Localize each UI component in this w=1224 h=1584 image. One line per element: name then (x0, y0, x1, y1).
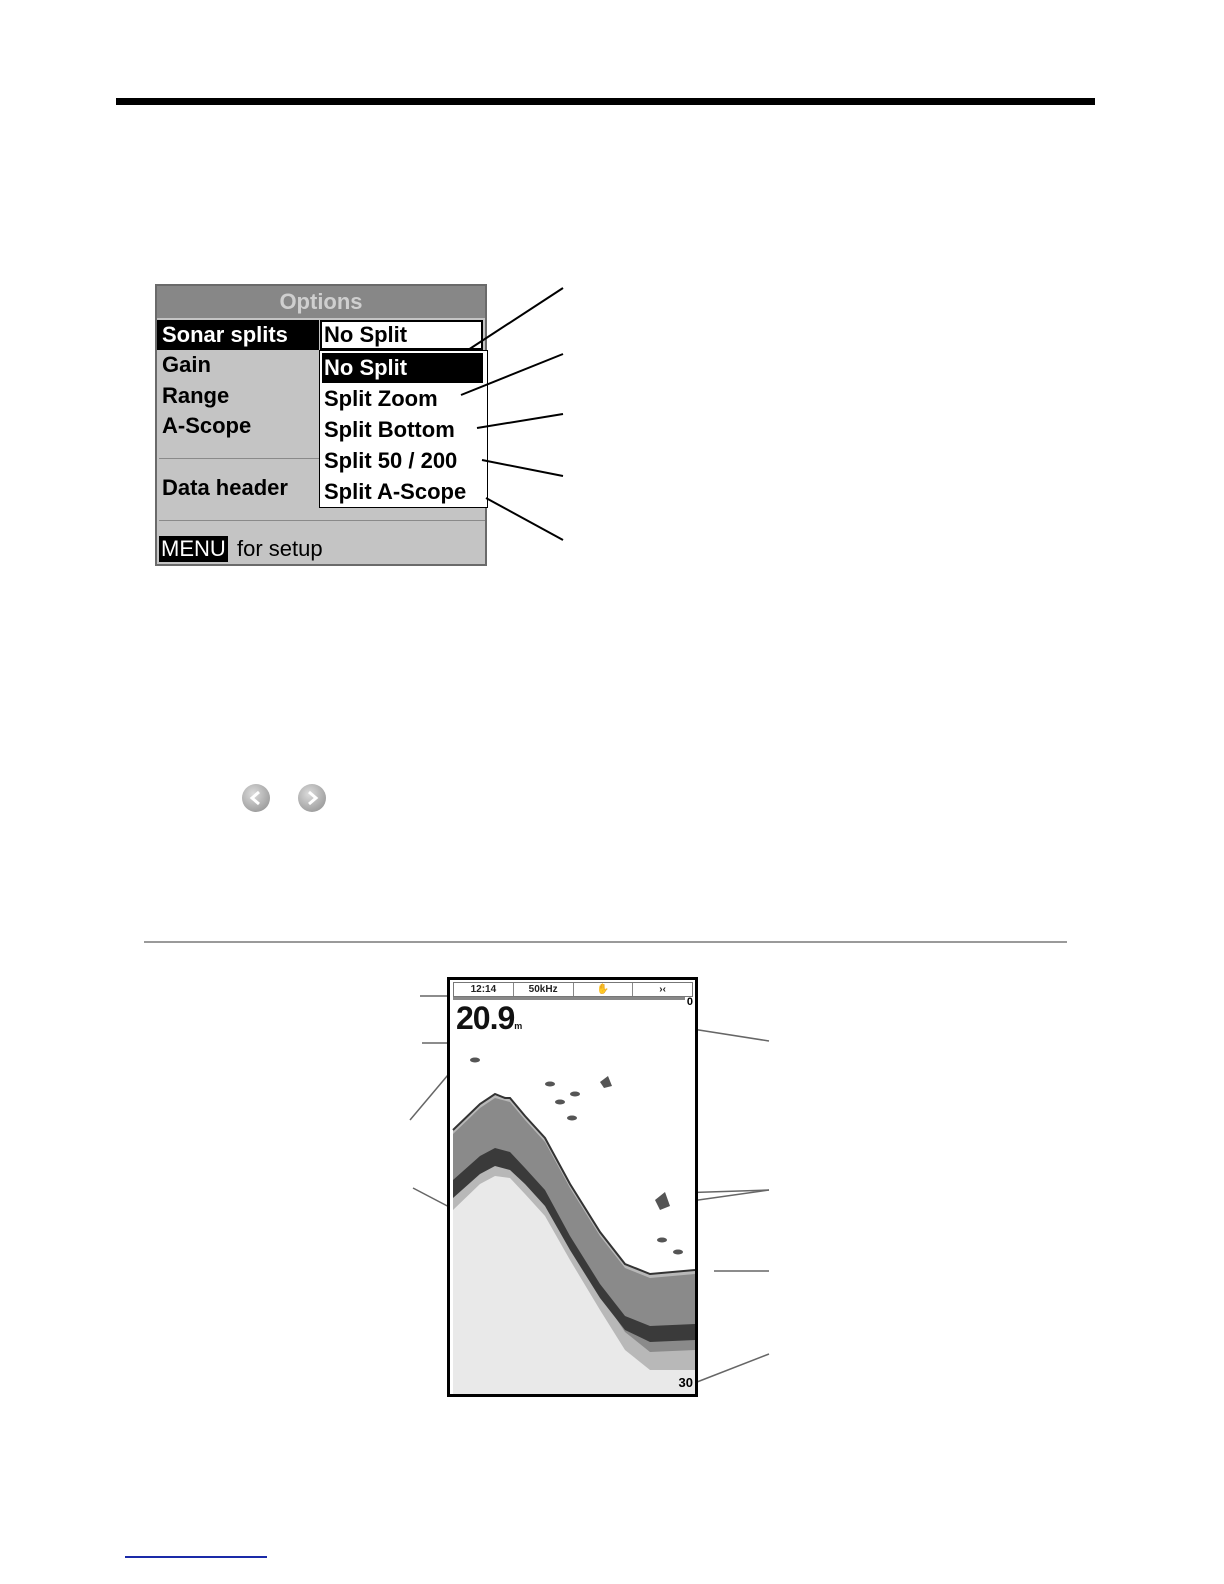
callout-line-no-split (468, 288, 563, 350)
menu-item-data-header[interactable]: Data header (162, 475, 288, 500)
fish-icon (600, 1076, 612, 1088)
footer-link-rule (125, 1556, 267, 1558)
left-arrow-icon (242, 784, 270, 812)
callout-line-split-50-200 (482, 460, 563, 476)
sonar-callout-scale (686, 1028, 769, 1041)
sonar-time: 12:14 (454, 983, 514, 996)
sonar-callout-range (697, 1354, 769, 1382)
sonar-screen (447, 977, 698, 1397)
callout-line-split-zoom (461, 354, 563, 395)
dropdown-option-split-zoom[interactable]: Split Zoom (324, 386, 438, 411)
fish-icon (570, 1092, 580, 1097)
menu-item-a-scope[interactable]: A-Scope (162, 413, 252, 438)
dropdown-option-split-bottom[interactable]: Split Bottom (324, 417, 455, 442)
callout-line-split-bottom (477, 414, 563, 428)
dropdown-option-split-a-scope[interactable]: Split A-Scope (324, 479, 467, 504)
callout-line-split-a-scope (486, 498, 563, 540)
right-arrow-icon (298, 784, 326, 812)
fish-icon (470, 1058, 480, 1063)
depth-unit: m (514, 1021, 523, 1031)
fish-icon (555, 1100, 565, 1105)
dropdown-option-split-50-200[interactable]: Split 50 / 200 (324, 448, 458, 473)
menu-item-range[interactable]: Range (162, 383, 230, 408)
fish-icon (655, 1192, 670, 1210)
fish-icon (673, 1250, 683, 1255)
dropdown-option-no-split[interactable]: No Split (322, 353, 483, 383)
scale-top: 0 (686, 996, 693, 1008)
sonar-frequency: 50kHz (514, 983, 574, 996)
section-divider (144, 941, 1067, 943)
options-title: Options (157, 286, 485, 318)
sonar-header-range: ›‹ (659, 984, 666, 995)
sonar-echo-display (450, 980, 695, 1394)
scale-bottom: 30 (678, 1375, 693, 1390)
sonar-splits-value[interactable]: No Split (320, 320, 483, 350)
menu-key-badge: MENU (161, 536, 226, 561)
fish-icon (657, 1238, 667, 1243)
fish-icon (567, 1116, 577, 1121)
menu-item-sonar-splits[interactable]: Sonar splits (157, 320, 319, 350)
hand-icon: ✋ (574, 983, 634, 996)
menu-footer-text: for setup (237, 536, 323, 561)
menu-item-gain[interactable]: Gain (162, 352, 211, 377)
fish-icon (545, 1082, 555, 1087)
depth-value: 20.9 (456, 1000, 515, 1036)
